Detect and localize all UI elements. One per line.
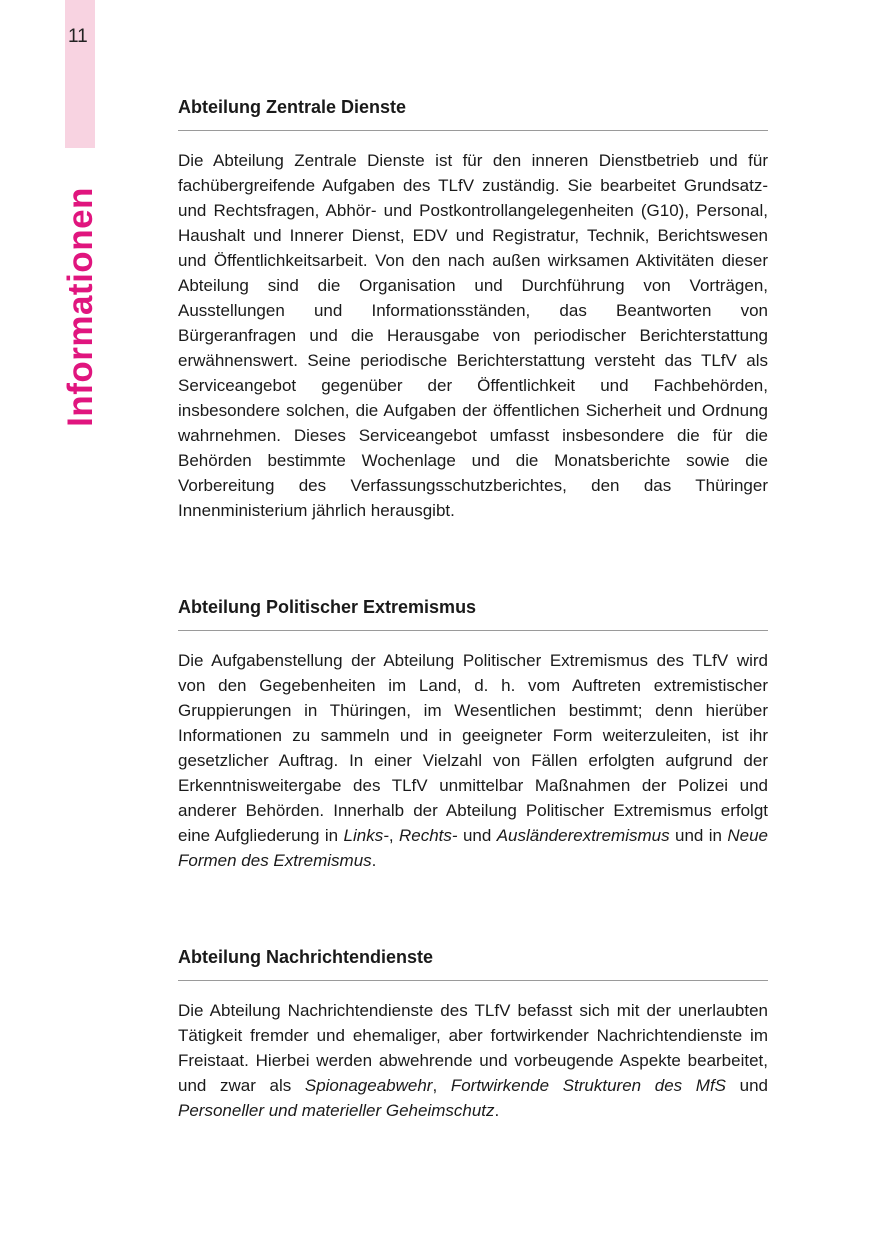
- separator: und in: [669, 826, 728, 845]
- page-number: 11: [68, 26, 88, 47]
- separator: und: [726, 1076, 769, 1095]
- body-text-lead: Die Aufgabenstellung der Abteilung Politischer Extremismus des TLfV wird von den Gegebenheiten im Land, d. h. vom Auftreten extremistischer Gruppierungen in Thüringen, im Wesentlichen bestimmt; denn hierüber Informationen zu sammeln und in geeigneter Form weiterzuleiten, ist ihr gesetzlicher Auftrag. In einer Vielzahl von Fällen erfolgten aufgrund der Erkenntnisweitergabe des TLfV unmittelbar Maßnahmen der Polizei und anderer Behörden. Innerhalb der Abteilung Politischer Extremismus erfolgt eine Aufgliederung in: [178, 651, 768, 845]
- body-text-end: .: [494, 1101, 500, 1120]
- term-rechts: Rechts-: [398, 826, 458, 845]
- heading-divider: [178, 130, 768, 131]
- separator: ,: [388, 826, 399, 845]
- section-heading: Abteilung Nachrichtendienste: [178, 947, 434, 967]
- term-auslaenderextremismus: Ausländerextremismus: [496, 826, 670, 845]
- side-section-title: Informationen: [61, 187, 100, 427]
- separator: und: [457, 826, 497, 845]
- term-fortwirkende-strukturen: Fortwirkende Strukturen des MfS: [450, 1076, 727, 1095]
- section-heading: Abteilung Zentrale Dienste: [178, 97, 407, 117]
- section-nachrichtendienste: [178, 946, 768, 1123]
- term-links: Links-: [343, 826, 389, 845]
- page-number-tab: [65, 0, 95, 148]
- section-body: [178, 998, 768, 1123]
- heading-divider: [178, 630, 768, 631]
- section-politischer-extremismus: [178, 596, 768, 873]
- section-zentrale-dienste: [178, 96, 768, 523]
- separator: ,: [432, 1076, 451, 1095]
- body-text-lead: Die Abteilung Nachrichtendienste des TLfV befasst sich mit der unerlaubten Tätigkeit fremder und ehemaliger, aber fortwirkender Nachrichtendienste im Freistaat. Hierbei werden abwehrende und vorbeugende Aspekte bearbeitet, und zwar als: [178, 1001, 768, 1095]
- section-body: [178, 648, 768, 873]
- term-spionageabwehr: Spionageabwehr: [304, 1076, 433, 1095]
- section-heading: Abteilung Politischer Extremismus: [178, 597, 477, 617]
- section-body: Die Abteilung Zentrale Dienste ist für den inneren Dienstbetrieb und für fachübergreifende Aufgaben des TLfV zuständig. Sie bearbeitet Grundsatz- und Rechtsfragen, Abhör- und Postkontrollangelegenheiten (G10), Personal, Haushalt und Innerer Dienst, EDV und Registratur, Technik, Berichtswesen und Öffentlichkeitsarbeit. Von den nach außen wirksamen Aktivitäten dieser Abteilung sind die Organisation und Durchführung von Vorträgen, Ausstellungen und Informationsständen, das Beantworten von Bürgeranfragen und die Herausgabe von periodischer Berichterstattung erwähnenswert. Seine periodische Berichterstattung versteht das TLfV als Serviceangebot gegenüber der Öffentlichkeit und Fachbehörden, insbesondere solchen, die Aufgaben der öffentlichen Sicherheit und Ordnung wahrnehmen. Dieses Serviceangebot umfasst insbesondere die für die Behörden bestimmte Wochenlage und die Monatsberichte sowie die Vorbereitung des Verfassungsschutzberichtes, den das Thüringer Innenministerium jährlich herausgibt.: [178, 151, 768, 520]
- body-text-end: .: [371, 851, 377, 870]
- heading-divider: [178, 980, 768, 981]
- term-geheimschutz: Personeller und materieller Geheimschutz: [178, 1101, 495, 1120]
- term-neue-formen: Neue Formen des Extremismus: [178, 826, 768, 870]
